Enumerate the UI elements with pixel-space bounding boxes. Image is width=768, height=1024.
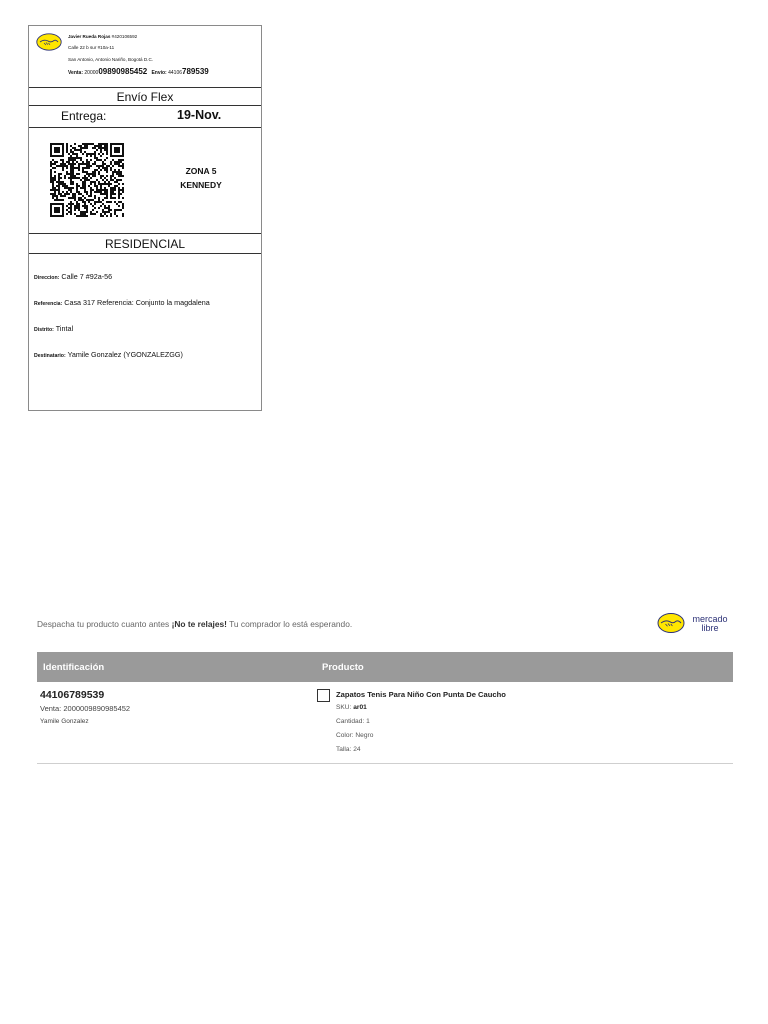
detail-recipient bbox=[34, 350, 183, 359]
attribute-key: Talla: bbox=[336, 746, 354, 753]
delivery-row bbox=[29, 106, 261, 128]
qr-block bbox=[29, 128, 261, 234]
attribute-value: 24 bbox=[353, 746, 361, 753]
product-checkbox[interactable] bbox=[317, 689, 330, 702]
attribute-value: 1 bbox=[366, 718, 370, 725]
dispatch-message-bold: ¡No te relajes! bbox=[171, 619, 227, 629]
qr-code-icon bbox=[50, 143, 124, 217]
attribute-key: Cantidad: bbox=[336, 718, 367, 725]
attribute-value: ar01 bbox=[353, 704, 367, 711]
service-title: Envío Flex bbox=[29, 88, 261, 106]
product-attribute-quantity bbox=[336, 718, 370, 725]
buyer-name: Yamile Gonzalez bbox=[40, 718, 89, 725]
attribute-value: Negro bbox=[355, 732, 374, 739]
sender-name: Javier Rueda Rojas bbox=[68, 34, 111, 39]
sender-id: #420106592 bbox=[110, 34, 138, 39]
product-attribute-sku bbox=[336, 704, 367, 711]
sale-label: Venta: bbox=[68, 70, 84, 76]
dispatch-message-start: Despacha tu producto cuanto antes bbox=[37, 619, 172, 629]
detail-value: Casa 317 Referencia: Conjunto la magdalena bbox=[62, 298, 210, 307]
detail-key: Distrito: bbox=[34, 327, 54, 333]
brand-line-1: mercado bbox=[692, 614, 728, 624]
delivery-label: Entrega: bbox=[61, 109, 107, 123]
shipment-prefix: 44106 bbox=[166, 70, 183, 76]
shipment-id: 44106789539 bbox=[40, 689, 105, 701]
detail-value: Tintal bbox=[53, 324, 74, 333]
table-row bbox=[37, 682, 733, 764]
orders-table-header bbox=[37, 652, 733, 682]
dispatch-message bbox=[37, 619, 352, 629]
sender-address: Calle 22 b sur #10a-11 bbox=[68, 45, 115, 50]
delivery-type: RESIDENCIAL bbox=[29, 234, 261, 254]
sender-city: San Antonio, Antonio Nariño, Bogotá D.C. bbox=[68, 57, 154, 62]
column-header-identification: Identificación bbox=[43, 662, 105, 673]
detail-district bbox=[34, 324, 73, 333]
product-name: Zapatos Tenis Para Niño Con Punta De Caucho bbox=[336, 690, 506, 699]
detail-key: Direccion: bbox=[34, 275, 60, 281]
shipment-suffix: 789539 bbox=[182, 67, 209, 76]
sale-id: Venta: 2000009890985452 bbox=[40, 704, 131, 713]
product-attribute-color bbox=[336, 732, 373, 739]
detail-value: Yamile Gonzalez (YGONZALEZGG) bbox=[65, 350, 183, 359]
column-header-product: Producto bbox=[322, 662, 364, 673]
sale-suffix: 09890985452 bbox=[98, 67, 148, 76]
sale-prefix: 20000 bbox=[83, 70, 99, 76]
product-attribute-size bbox=[336, 746, 361, 753]
detail-value: Calle 7 #92a-56 bbox=[59, 272, 113, 281]
mercadolibre-wordmark bbox=[688, 615, 732, 633]
detail-address bbox=[34, 272, 112, 281]
sender-ids-line bbox=[68, 67, 209, 76]
detail-key: Referencia: bbox=[34, 301, 63, 307]
recipient-details bbox=[29, 254, 261, 388]
shipment-label: Envío: bbox=[151, 70, 167, 76]
zone-number: ZONA 5 bbox=[185, 166, 217, 176]
zone-block bbox=[159, 164, 243, 192]
mercadolibre-logo-icon bbox=[657, 612, 685, 634]
zone-district: KENNEDY bbox=[180, 180, 222, 190]
mercadolibre-handshake-icon bbox=[36, 33, 62, 51]
detail-reference bbox=[34, 298, 210, 307]
sender-name-line bbox=[68, 34, 137, 39]
dispatch-message-end: Tu comprador lo está esperando. bbox=[226, 619, 353, 629]
delivery-date: 19-Nov. bbox=[177, 108, 222, 122]
sender-block bbox=[29, 26, 261, 88]
detail-key: Destinatario: bbox=[34, 353, 66, 359]
brand-line-2: libre bbox=[701, 623, 719, 633]
attribute-key: Color: bbox=[336, 732, 356, 739]
attribute-key: SKU: bbox=[336, 704, 354, 711]
shipping-label bbox=[28, 25, 262, 411]
